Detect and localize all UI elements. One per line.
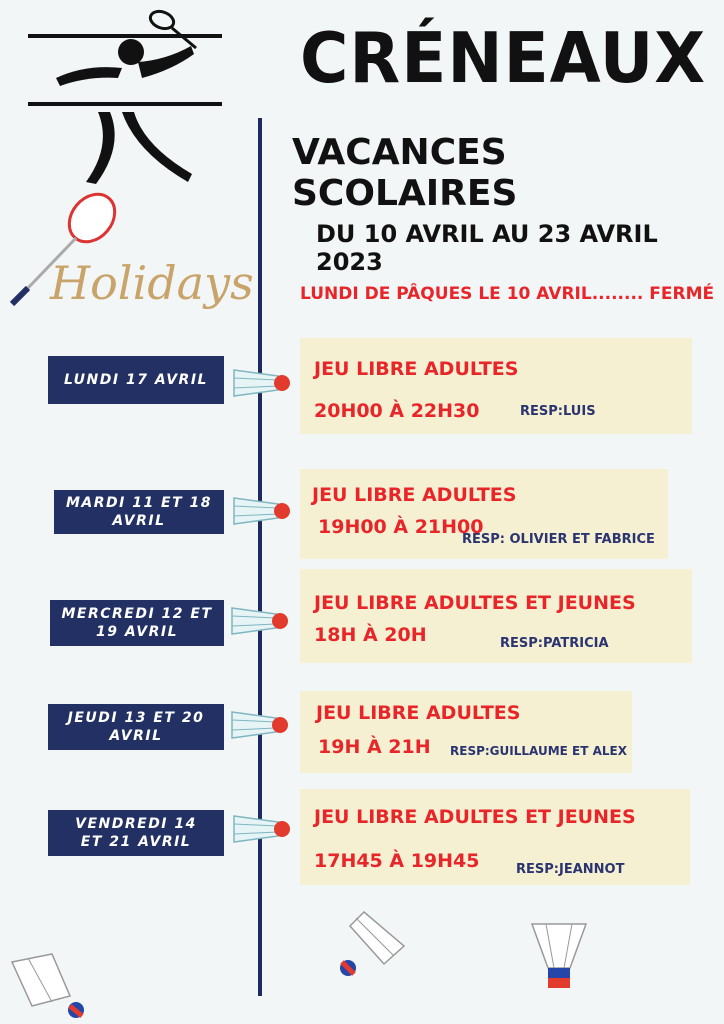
shuttlecock-icon xyxy=(334,906,408,978)
shuttlecock-icon xyxy=(228,708,290,742)
shuttlecock-icon xyxy=(230,366,292,400)
time-label: 20H00 À 22H30 xyxy=(314,400,480,422)
activity-label: JEU LIBRE ADULTES xyxy=(316,702,521,724)
day-label-wednesday: MERCREDI 12 ET 19 AVRIL xyxy=(50,600,224,646)
activity-label: JEU LIBRE ADULTES xyxy=(314,358,519,380)
time-label: 19H À 21H xyxy=(318,736,431,758)
shuttlecock-icon xyxy=(228,604,290,638)
activity-label: JEU LIBRE ADULTES xyxy=(312,484,517,506)
closed-notice: LUNDI DE PÂQUES LE 10 AVRIL........ FERMÉ xyxy=(300,284,715,304)
resp-label: RESP:PATRICIA xyxy=(500,636,609,651)
time-label: 18H À 20H xyxy=(314,624,427,646)
time-label: 19H00 À 21H00 xyxy=(318,516,484,538)
resp-label: RESP:LUIS xyxy=(520,404,596,419)
page-title: CRÉNEAUX xyxy=(300,18,707,99)
shuttlecock-icon xyxy=(528,920,590,992)
day-label-tuesday: MARDI 11 ET 18 AVRIL xyxy=(54,490,224,534)
day-label-friday: VENDREDI 14 ET 21 AVRIL xyxy=(48,810,224,856)
day-label-thursday: JEUDI 13 ET 20 AVRIL xyxy=(48,704,224,750)
shuttlecock-icon xyxy=(230,494,292,528)
timeline-line xyxy=(258,118,262,996)
resp-label: RESP:JEANNOT xyxy=(516,862,625,877)
resp-label: RESP: OLIVIER ET FABRICE xyxy=(462,532,655,547)
holidays-script: Holidays xyxy=(50,256,254,310)
badminton-player-icon xyxy=(26,6,226,190)
page-subtitle: VACANCES SCOLAIRES xyxy=(292,132,518,214)
time-label: 17H45 À 19H45 xyxy=(314,850,480,872)
shuttlecock-icon xyxy=(230,812,292,846)
activity-label: JEU LIBRE ADULTES ET JEUNES xyxy=(314,806,636,828)
shuttlecock-icon xyxy=(8,952,88,1020)
activity-label: JEU LIBRE ADULTES ET JEUNES xyxy=(314,592,636,614)
schedule-card xyxy=(300,569,692,663)
day-label-monday: LUNDI 17 AVRIL xyxy=(48,356,224,404)
resp-label: RESP:GUILLAUME ET ALEX xyxy=(450,744,627,758)
date-range: DU 10 AVRIL AU 23 AVRIL 2023 xyxy=(316,220,658,276)
